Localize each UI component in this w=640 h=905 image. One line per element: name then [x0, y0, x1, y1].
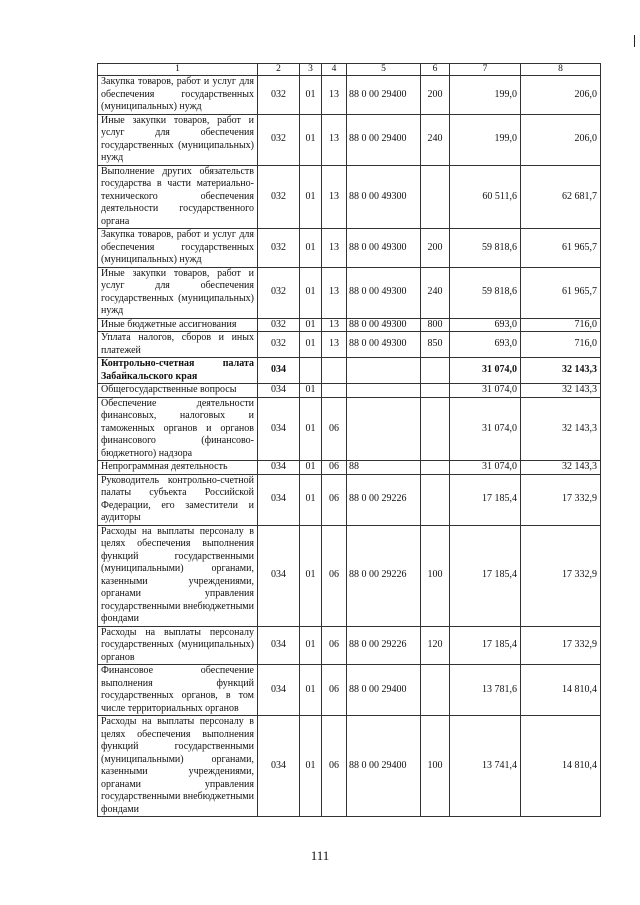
- ministry-code: 034: [258, 397, 300, 461]
- expense-type-code: 850: [421, 332, 450, 358]
- subsection-code: 13: [322, 114, 347, 165]
- ministry-code: 034: [258, 358, 300, 384]
- item-name: Закупка товаров, работ и услуг для обеспечения государственных (муниципальных) нужд: [98, 229, 258, 268]
- expense-type-code: [421, 358, 450, 384]
- ministry-code: 034: [258, 525, 300, 626]
- table-row: [98, 525, 601, 626]
- amount-year-2: 716,0: [521, 318, 601, 332]
- amount-year-2: 716,0: [521, 332, 601, 358]
- amount-year-1: 31 074,0: [450, 384, 521, 398]
- table-row: [98, 626, 601, 665]
- amount-year-2: 61 965,7: [521, 229, 601, 268]
- amount-year-1: 17 185,4: [450, 525, 521, 626]
- amount-year-1: 693,0: [450, 332, 521, 358]
- item-name: Иные закупки товаров, работ и услуг для обеспечения государственных (муниципальных) нужд: [98, 114, 258, 165]
- item-name: Общегосударственные вопросы: [98, 384, 258, 398]
- subsection-code: 13: [322, 318, 347, 332]
- item-name: Непрограммная деятельность: [98, 461, 258, 475]
- amount-year-1: 199,0: [450, 114, 521, 165]
- amount-year-1: 31 074,0: [450, 358, 521, 384]
- target-article-code: 88 0 00 29226: [347, 525, 421, 626]
- subsection-code: [322, 358, 347, 384]
- ministry-code: 034: [258, 665, 300, 716]
- table-row: [98, 665, 601, 716]
- ministry-code: 032: [258, 165, 300, 229]
- ministry-code: 032: [258, 76, 300, 115]
- section-code: 01: [300, 665, 322, 716]
- target-article-code: 88 0 00 29226: [347, 474, 421, 525]
- section-code: 01: [300, 384, 322, 398]
- item-name: Закупка товаров, работ и услуг для обеспечения государственных (муниципальных) нужд: [98, 76, 258, 115]
- section-code: 01: [300, 76, 322, 115]
- table-row: [98, 461, 601, 475]
- budget-table: [97, 63, 601, 817]
- header-cell: 3: [300, 64, 322, 76]
- amount-year-1: 13 741,4: [450, 716, 521, 817]
- expense-type-code: 100: [421, 716, 450, 817]
- ministry-code: 034: [258, 474, 300, 525]
- amount-year-2: 17 332,9: [521, 474, 601, 525]
- section-code: 01: [300, 474, 322, 525]
- item-name: Расходы на выплаты персоналу в целях обеспечения выполнения функций государственными (муниципальными) органами, казенными учреждениями, органами управления государственными внебюджетными фондами: [98, 716, 258, 817]
- header-cell: 7: [450, 64, 521, 76]
- ministry-code: 032: [258, 229, 300, 268]
- subsection-code: 06: [322, 525, 347, 626]
- amount-year-2: 17 332,9: [521, 525, 601, 626]
- ministry-code: 032: [258, 114, 300, 165]
- amount-year-1: 199,0: [450, 76, 521, 115]
- item-name: Иные бюджетные ассигнования: [98, 318, 258, 332]
- expense-type-code: 200: [421, 76, 450, 115]
- section-code: 01: [300, 626, 322, 665]
- item-name: Руководитель контрольно-счетной палаты субъекта Российской Федерации, его заместители и аудиторы: [98, 474, 258, 525]
- amount-year-2: 32 143,3: [521, 358, 601, 384]
- amount-year-1: 59 818,6: [450, 267, 521, 318]
- table-header-row: [98, 64, 601, 76]
- target-article-code: 88 0 00 29400: [347, 114, 421, 165]
- expense-type-code: 100: [421, 525, 450, 626]
- header-cell: 4: [322, 64, 347, 76]
- expense-type-code: [421, 165, 450, 229]
- header-cell: 1: [98, 64, 258, 76]
- item-name: Иные закупки товаров, работ и услуг для обеспечения государственных (муниципальных) нужд: [98, 267, 258, 318]
- target-article-code: [347, 384, 421, 398]
- target-article-code: 88 0 00 29400: [347, 716, 421, 817]
- section-code: 01: [300, 318, 322, 332]
- table-row: [98, 332, 601, 358]
- ministry-code: 032: [258, 332, 300, 358]
- table-row: [98, 229, 601, 268]
- target-article-code: 88 0 00 29226: [347, 626, 421, 665]
- table-row: [98, 384, 601, 398]
- ministry-code: 034: [258, 384, 300, 398]
- target-article-code: 88 0 00 49300: [347, 165, 421, 229]
- ministry-code: 032: [258, 267, 300, 318]
- amount-year-2: 17 332,9: [521, 626, 601, 665]
- amount-year-2: 14 810,4: [521, 665, 601, 716]
- subsection-code: 06: [322, 716, 347, 817]
- table-row: [98, 114, 601, 165]
- table-row: [98, 397, 601, 461]
- page-number: 111: [310, 848, 330, 863]
- ministry-code: 034: [258, 716, 300, 817]
- subsection-code: 13: [322, 165, 347, 229]
- amount-year-1: 693,0: [450, 318, 521, 332]
- amount-year-2: 14 810,4: [521, 716, 601, 817]
- subsection-code: 13: [322, 332, 347, 358]
- amount-year-2: 32 143,3: [521, 461, 601, 475]
- target-article-code: 88 0 00 49300: [347, 229, 421, 268]
- subsection-code: 06: [322, 461, 347, 475]
- table-row: [98, 358, 601, 384]
- expense-type-code: 200: [421, 229, 450, 268]
- expense-type-code: [421, 397, 450, 461]
- item-name: Расходы на выплаты персоналу в целях обеспечения выполнения функций государственными (муниципальными) органами, казенными учреждениями, органами управления государственными внебюджетными фондами: [98, 525, 258, 626]
- subsection-code: [322, 384, 347, 398]
- amount-year-2: 206,0: [521, 76, 601, 115]
- target-article-code: 88 0 00 49300: [347, 332, 421, 358]
- target-article-code: 88 0 00 29400: [347, 665, 421, 716]
- amount-year-1: 59 818,6: [450, 229, 521, 268]
- section-code: 01: [300, 229, 322, 268]
- ministry-code: 032: [258, 318, 300, 332]
- amount-year-1: 60 511,6: [450, 165, 521, 229]
- expense-type-code: [421, 461, 450, 475]
- subsection-code: 06: [322, 474, 347, 525]
- item-name: Контрольно-счетная палата Забайкальского края: [98, 358, 258, 384]
- item-name: Финансовое обеспечение выполнения функций государственных органов, в том числе территориальных органов: [98, 665, 258, 716]
- target-article-code: [347, 397, 421, 461]
- target-article-code: 88 0 00 49300: [347, 318, 421, 332]
- table-row: [98, 76, 601, 115]
- amount-year-1: 31 074,0: [450, 461, 521, 475]
- ministry-code: 034: [258, 461, 300, 475]
- section-code: 01: [300, 332, 322, 358]
- item-name: Выполнение других обязательств государства в части материально-технического обеспечения деятельности государственного органа: [98, 165, 258, 229]
- expense-type-code: [421, 665, 450, 716]
- section-code: 01: [300, 397, 322, 461]
- table-row: [98, 716, 601, 817]
- amount-year-1: 31 074,0: [450, 397, 521, 461]
- target-article-code: 88 0 00 29400: [347, 76, 421, 115]
- expense-type-code: 800: [421, 318, 450, 332]
- subsection-code: 13: [322, 229, 347, 268]
- expense-type-code: 240: [421, 114, 450, 165]
- item-name: Расходы на выплаты персоналу государственных (муниципальных) органов: [98, 626, 258, 665]
- section-code: [300, 358, 322, 384]
- amount-year-2: 206,0: [521, 114, 601, 165]
- amount-year-1: 17 185,4: [450, 626, 521, 665]
- item-name: Уплата налогов, сборов и иных платежей: [98, 332, 258, 358]
- subsection-code: 06: [322, 626, 347, 665]
- table-row: [98, 318, 601, 332]
- item-name: Обеспечение деятельности финансовых, налоговых и таможенных органов и органов финансового (финансово-бюджетного) надзора: [98, 397, 258, 461]
- subsection-code: 13: [322, 76, 347, 115]
- section-code: 01: [300, 114, 322, 165]
- amount-year-1: 13 781,6: [450, 665, 521, 716]
- amount-year-2: 61 965,7: [521, 267, 601, 318]
- amount-year-2: 32 143,3: [521, 384, 601, 398]
- section-code: 01: [300, 525, 322, 626]
- expense-type-code: [421, 384, 450, 398]
- header-cell: 2: [258, 64, 300, 76]
- section-code: 01: [300, 461, 322, 475]
- subsection-code: 06: [322, 397, 347, 461]
- header-cell: 8: [521, 64, 601, 76]
- section-code: 01: [300, 165, 322, 229]
- expense-type-code: [421, 474, 450, 525]
- subsection-code: 13: [322, 267, 347, 318]
- table-row: [98, 474, 601, 525]
- target-article-code: [347, 358, 421, 384]
- amount-year-2: 62 681,7: [521, 165, 601, 229]
- target-article-code: 88: [347, 461, 421, 475]
- amount-year-2: 32 143,3: [521, 397, 601, 461]
- header-cell: 5: [347, 64, 421, 76]
- section-code: 01: [300, 267, 322, 318]
- target-article-code: 88 0 00 49300: [347, 267, 421, 318]
- table-row: [98, 165, 601, 229]
- margin-mark: [634, 35, 635, 47]
- expense-type-code: 240: [421, 267, 450, 318]
- header-cell: 6: [421, 64, 450, 76]
- expense-type-code: 120: [421, 626, 450, 665]
- amount-year-1: 17 185,4: [450, 474, 521, 525]
- section-code: 01: [300, 716, 322, 817]
- subsection-code: 06: [322, 665, 347, 716]
- ministry-code: 034: [258, 626, 300, 665]
- table-row: [98, 267, 601, 318]
